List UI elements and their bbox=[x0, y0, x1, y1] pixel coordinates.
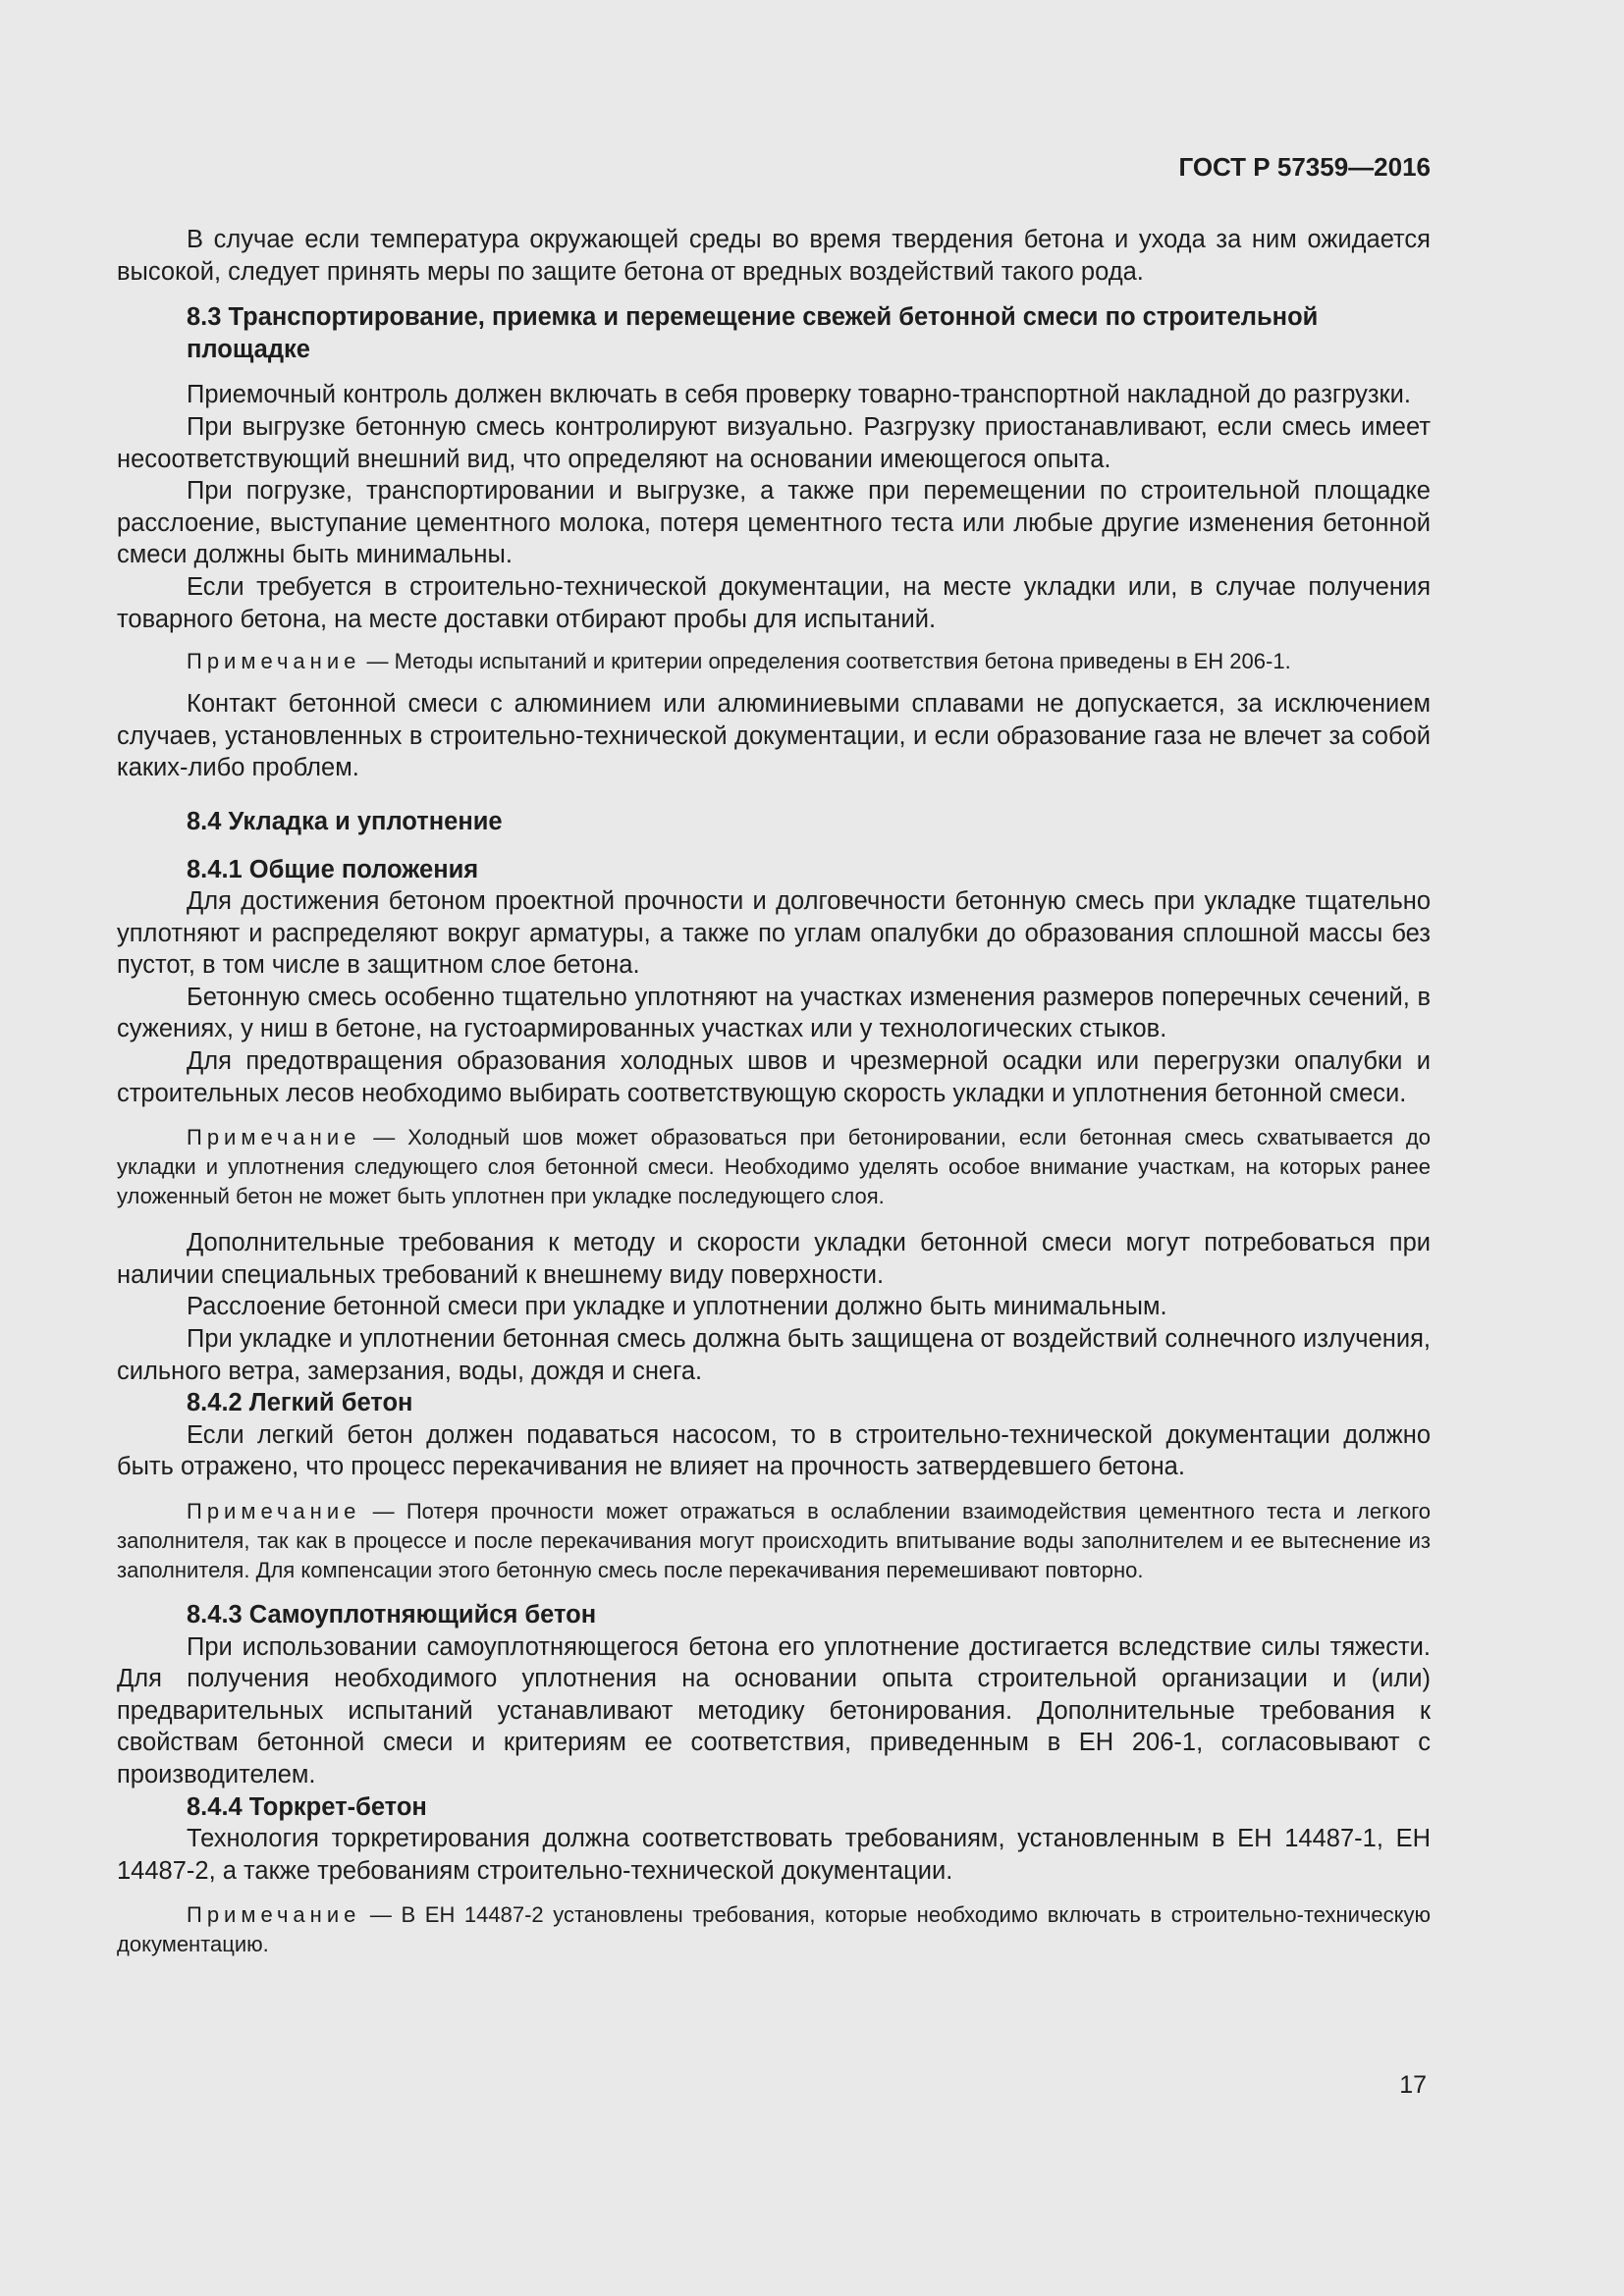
note-label: Примечание bbox=[187, 1902, 361, 1928]
paragraph: При выгрузке бетонную смесь контролируют визуально. Разгрузку приостанавливают, если смесь имеет несоответствующий внешний вид, что определяют на основании имеющегося опыта. bbox=[117, 412, 1431, 473]
paragraph: Если легкий бетон должен подаваться насосом, то в строительно-технической документации должно быть отражено, что процесс перекачивания не влияет на прочность затвердевшего бетона. bbox=[117, 1420, 1431, 1481]
note-label: Примечание bbox=[187, 1125, 361, 1150]
page-number: 17 bbox=[1399, 2071, 1427, 2099]
paragraph: Если требуется в строительно-технической документации, на месте укладки или, в случае получения товарного бетона, на месте доставки отбирают пробы для испытаний. bbox=[117, 572, 1431, 633]
paragraph-intro: В случае если температура окружающей среды во время твердения бетона и ухода за ним ожидается высокой, следует принять меры по защите бетона от вредных воздействий такого рода. bbox=[117, 226, 1431, 286]
note-label: Примечание bbox=[187, 1499, 361, 1523]
paragraph: Дополнительные требования к методу и скорости укладки бетонной смеси могут потребоваться при наличии специальных требований к внешнему виду поверхности. bbox=[117, 1229, 1431, 1289]
document-body bbox=[117, 224, 1431, 1959]
note-text: — В ЕН 14487-2 установлены требования, которые необходимо включать в строительно-техническую документацию. bbox=[117, 1902, 1431, 1957]
note bbox=[117, 647, 1431, 676]
document-header: ГОСТ Р 57359—2016 bbox=[1178, 152, 1431, 182]
paragraph: При использовании самоуплотняющегося бетона его уплотнение достигается вследствие силы тяжести. Для получения необходимого уплотнения на основании опыта строительной организации и (или) предварительных испытаний устанавливают методику бетонирования. Дополнительные требования к свойствам бетонной смеси и критериям ее соответствия, приведенным в ЕН 206-1, согласовывают с производителем. bbox=[117, 1632, 1431, 1789]
subsection-heading-8-4-4: 8.4.4 Торкрет-бетон bbox=[187, 1792, 427, 1821]
paragraph: При погрузке, транспортировании и выгрузке, а также при перемещении по строительной площадке расслоение, выступание цементного молока, потеря цементного теста или любые другие изменения бетонной смеси должны быть минимальны. bbox=[117, 477, 1431, 569]
paragraph: Приемочный контроль должен включать в себя проверку товарно-транспортной накладной до разгрузки. bbox=[187, 381, 1412, 409]
section-heading-8-4: 8.4 Укладка и уплотнение bbox=[187, 807, 503, 835]
section-heading-8-3: 8.3 Транспортирование, приемка и перемещение свежей бетонной смеси по строительной площадке bbox=[187, 303, 1319, 363]
note bbox=[117, 1497, 1431, 1585]
note-label: Примечание bbox=[187, 649, 361, 674]
subsection-heading-8-4-2: 8.4.2 Легкий бетон bbox=[187, 1389, 413, 1417]
paragraph: Для предотвращения образования холодных швов и чрезмерной осадки или перегрузки опалубки и строительных лесов необходимо выбирать соответствующую скорость укладки и уплотнения бетонной смеси. bbox=[117, 1047, 1431, 1107]
paragraph: При укладке и уплотнении бетонная смесь должна быть защищена от воздействий солнечного излучения, сильного ветра, замерзания, воды, дождя и снега. bbox=[117, 1325, 1431, 1385]
paragraph: Технология торкретирования должна соответствовать требованиям, установленным в ЕН 14487-1, ЕН 14487-2, а также требованиям строительно-технической документации. bbox=[117, 1825, 1431, 1885]
paragraph: Бетонную смесь особенно тщательно уплотняют на участках изменения размеров поперечных сечений, в сужениях, у ниш в бетоне, на густоармированных участках или у технологических стыков. bbox=[117, 983, 1431, 1043]
note-text: — Методы испытаний и критерии определения соответствия бетона приведены в ЕН 206-1. bbox=[360, 649, 1291, 674]
paragraph: Расслоение бетонной смеси при укладке и уплотнении должно быть минимальным. bbox=[187, 1293, 1167, 1321]
note bbox=[117, 1123, 1431, 1211]
paragraph: Контакт бетонной смеси с алюминием или алюминиевыми сплавами не допускается, за исключением случаев, установленных в строительно-технической документации, и если образование газа не влечет за собой каких-либо проблем. bbox=[117, 690, 1431, 782]
note-text: — Потеря прочности может отражаться в ослаблении взаимодействия цементного теста и легкого заполнителя, так как в процессе и после перекачивания могут происходить впитывание воды заполнителем и ее вытеснение из заполнителя. Для компенсации этого бетонную смесь после перекачивания перемешивают повторно. bbox=[117, 1499, 1431, 1582]
paragraph: Для достижения бетоном проектной прочности и долговечности бетонную смесь при укладке тщательно уплотняют и распределяют вокруг арматуры, а также по углам опалубки до образования сплошной массы без пустот, в том числе в защитном слое бетона. bbox=[117, 887, 1431, 980]
note bbox=[117, 1900, 1431, 1959]
note-text: — Холодный шов может образоваться при бетонировании, если бетонная смесь схватывается до укладки и уплотнения следующего слоя бетонной смеси. Необходимо уделять особое внимание участкам, на которых ранее уложенный бетон не может быть уплотнен при укладке последующего слоя. bbox=[117, 1125, 1431, 1209]
subsection-heading-8-4-1: 8.4.1 Общие положения bbox=[187, 855, 479, 883]
subsection-heading-8-4-3: 8.4.3 Самоуплотняющийся бетон bbox=[187, 1601, 597, 1629]
